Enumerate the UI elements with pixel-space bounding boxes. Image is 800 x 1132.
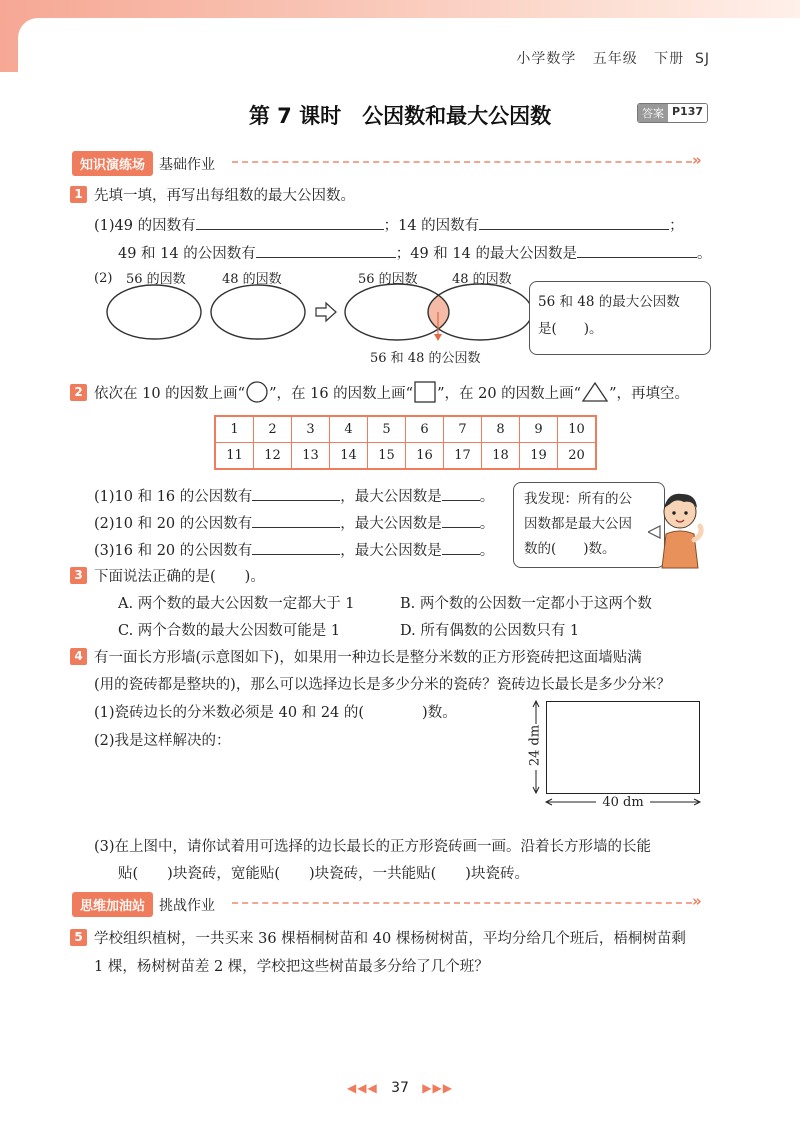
pointer-arrow-icon [434, 334, 442, 341]
q2-stem-a: 依次在 10 的因数上画“ [94, 385, 246, 402]
answer-blank[interactable] [577, 243, 697, 258]
answer-blank[interactable] [252, 513, 340, 528]
q2-s2a: (2)10 和 20 的公因数有 [94, 516, 253, 532]
section-basic-header [72, 151, 215, 176]
ellipse-label-48b: 48 的因数 [452, 272, 512, 287]
prev-arrows-icon: ◀◀◀ [347, 1081, 378, 1095]
ellipse-56 [107, 285, 201, 339]
grid-cell[interactable]: 7 [444, 416, 482, 443]
q1-l2c: 。 [696, 246, 712, 262]
grade-label: 五年级 [592, 51, 638, 67]
answer-blank[interactable] [442, 486, 480, 501]
q1-line2 [118, 242, 711, 263]
q5-line1: 学校组织植树，一共买来 36 棵梧桐树苗和 40 棵杨树树苗，平均分给几个班后，梧桐树苗剩 [94, 931, 686, 947]
q4-part3-line1: (3)在上图中，请你试着用可选择的边长最长的正方形瓷砖画一画。沿着长方形墙的长能 [94, 839, 652, 855]
grid-cell[interactable]: 14 [330, 443, 368, 470]
q4-part2: (2)我是这样解决的： [94, 733, 231, 749]
book-info [516, 48, 710, 68]
answer-blank[interactable] [479, 215, 669, 230]
grid-cell[interactable]: 17 [444, 443, 482, 470]
common-factors-label: 56 和 48 的公因数 [370, 351, 481, 366]
q2-sub1 [94, 485, 494, 506]
speech-bubble [513, 482, 665, 568]
grid-cell[interactable]: 6 [406, 416, 444, 443]
answer-blank[interactable] [252, 540, 340, 555]
section-divider [232, 161, 692, 163]
q3-stem: 下面说法正确的是( )。 [94, 569, 265, 585]
option-d[interactable]: D. 所有偶数的公因数只有 1 [400, 623, 580, 639]
arrow-right-icon [316, 303, 336, 321]
answer-page: P137 [668, 104, 707, 122]
chevron-right-icon: » [692, 151, 702, 169]
number-grid [214, 415, 597, 470]
q4-part3-line2: 贴( )块瓷砖，宽能贴( )块瓷砖，一共能贴( )块瓷砖。 [118, 866, 529, 882]
ellipse-48 [211, 285, 305, 339]
grid-cell[interactable]: 5 [368, 416, 406, 443]
q1-answer-box [529, 281, 711, 355]
q2-stem-d: ”，再填空。 [609, 385, 690, 402]
question-number: 5 [70, 929, 87, 946]
answer-label: 答案 [638, 104, 668, 122]
grid-cell[interactable]: 9 [520, 416, 558, 443]
q1-l1a: (1)49 的因数有 [94, 218, 196, 234]
wall-rectangle [546, 701, 700, 794]
boy-illustration-icon [648, 490, 708, 570]
bubble-line3: 数的( )数。 [524, 541, 616, 557]
chevron-right-icon: » [692, 892, 702, 910]
grid-cell[interactable]: 20 [558, 443, 597, 470]
section-basic-subtitle: 基础作业 [159, 156, 216, 173]
option-c[interactable]: C. 两个合数的最大公因数可能是 1 [118, 623, 341, 639]
grid-cell[interactable]: 15 [368, 443, 406, 470]
grid-cell[interactable]: 3 [292, 416, 330, 443]
answer-blank[interactable] [256, 243, 396, 258]
question-number: 3 [70, 567, 87, 584]
ellipse-label-48: 48 的因数 [222, 272, 282, 287]
grid-cell[interactable]: 4 [330, 416, 368, 443]
edition-label: SJ [694, 51, 710, 67]
section-divider [232, 902, 692, 904]
section-challenge-tag: 思维加油站 [72, 892, 153, 917]
q2-stem-c: ”，在 20 的因数上画“ [437, 385, 582, 402]
q2-s3c: 。 [479, 543, 495, 559]
section-challenge-subtitle: 挑战作业 [159, 897, 216, 914]
circle-icon [245, 381, 269, 403]
box-line2: 是( )。 [538, 321, 603, 337]
option-b[interactable]: B. 两个数的公因数一定都小于这两个数 [400, 596, 652, 612]
question-number: 1 [70, 186, 87, 203]
lesson-title: 第 7 课时 公因数和最大公因数 [248, 104, 552, 128]
q2-sub3 [94, 539, 494, 560]
q1-line1 [94, 214, 684, 235]
height-label: 24 dm [527, 724, 543, 767]
width-label: 40 dm [602, 795, 644, 810]
page-number: 37 [391, 1080, 409, 1096]
grid-cell[interactable]: 2 [254, 416, 292, 443]
venn-diagram [100, 282, 540, 352]
q1-l2a: 49 和 14 的公因数有 [118, 246, 256, 262]
q4-part1: (1)瓷砖边长的分米数必须是 40 和 24 的( )数。 [94, 705, 457, 721]
q5-line2: 1 棵，杨树树苗差 2 棵，学校把这些树苗最多分给了几个班？ [94, 959, 489, 975]
q2-sub2 [94, 512, 494, 533]
volume-label: 下册 [654, 51, 685, 67]
q2-stem-b: ”，在 16 的因数上画“ [269, 385, 414, 402]
grid-cell[interactable]: 19 [520, 443, 558, 470]
q1-stem: 先填一填，再写出每组数的最大公因数。 [94, 188, 355, 204]
grid-cell[interactable]: 10 [558, 416, 597, 443]
section-basic-tag: 知识演练场 [72, 151, 153, 176]
q2-stem [94, 381, 689, 403]
square-icon [413, 381, 437, 403]
bubble-line2: 因数都是最大公因 [524, 516, 632, 532]
grid-cell[interactable]: 12 [254, 443, 292, 470]
q1-l2b: ；49 和 14 的最大公因数是 [395, 246, 577, 262]
grid-cell[interactable]: 18 [482, 443, 520, 470]
question-number: 2 [70, 384, 87, 401]
answer-blank[interactable] [442, 513, 480, 528]
answer-ref [637, 103, 708, 123]
section-challenge-header [72, 892, 215, 917]
q2-s3b: ，最大公因数是 [340, 543, 442, 559]
q2-s2c: 。 [479, 516, 495, 532]
q2-s2b: ，最大公因数是 [340, 516, 442, 532]
grid-row [215, 443, 596, 470]
q2-s1a: (1)10 和 16 的公因数有 [94, 489, 253, 505]
grid-cell[interactable]: 16 [406, 443, 444, 470]
question-number: 4 [70, 648, 87, 665]
ellipse-label-56b: 56 的因数 [358, 272, 418, 287]
answer-blank[interactable] [442, 540, 480, 555]
grid-row [215, 416, 596, 443]
ellipse-label-56: 56 的因数 [126, 272, 186, 287]
option-a[interactable]: A. 两个数的最大公因数一定都大于 1 [118, 596, 355, 612]
q2-s1c: 。 [479, 489, 495, 505]
q2-s3a: (3)16 和 20 的公因数有 [94, 543, 253, 559]
grid-cell[interactable]: 13 [292, 443, 330, 470]
q4-stem-line2: (用的瓷砖都是整块的)，那么可以选择边长是多少分米的瓷砖？瓷砖边长最长是多少分米？ [94, 677, 671, 693]
q4-stem-line1: 有一面长方形墙(示意图如下)，如果用一种边长是整分米数的正方形瓷砖把这面墙贴满 [94, 650, 642, 666]
q1-part2-label: (2) [94, 271, 113, 286]
answer-blank[interactable] [252, 486, 340, 501]
q1-l1b: ；14 的因数有 [383, 218, 480, 234]
triangle-icon [581, 381, 609, 403]
q1-l1c: ； [669, 218, 684, 234]
box-line1: 56 和 48 的最大公因数 [538, 294, 680, 310]
grid-cell[interactable]: 11 [215, 443, 254, 470]
grid-cell[interactable]: 1 [215, 416, 254, 443]
page-footer [0, 1080, 800, 1096]
next-arrows-icon: ▶▶▶ [422, 1081, 453, 1095]
grid-cell[interactable]: 8 [482, 416, 520, 443]
answer-blank[interactable] [196, 215, 384, 230]
subject-label: 小学数学 [516, 51, 577, 67]
q2-s1b: ，最大公因数是 [340, 489, 442, 505]
bubble-line1: 我发现：所有的公 [524, 491, 632, 507]
